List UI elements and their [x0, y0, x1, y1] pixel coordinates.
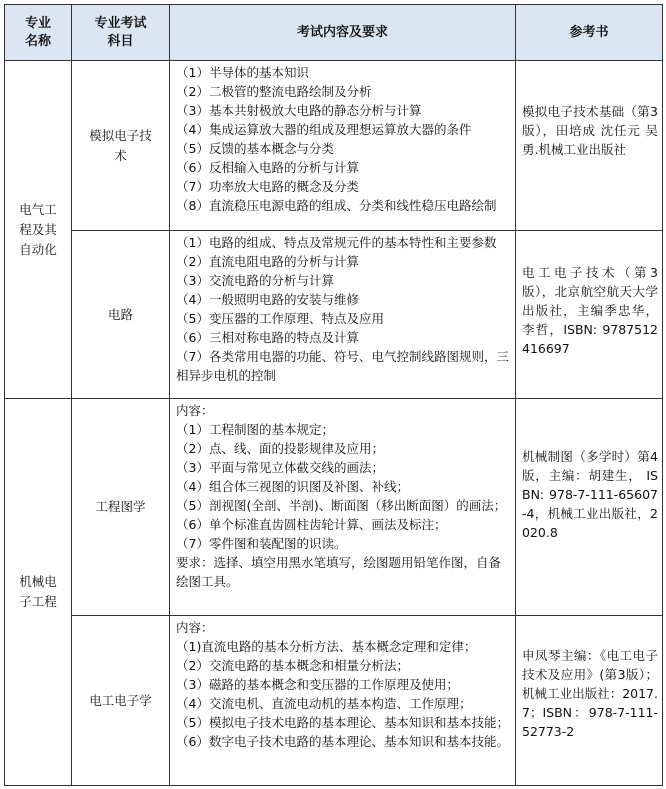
- exam-content: [170, 231, 516, 399]
- content-line: （1）工程制图的基本规定；: [176, 422, 334, 437]
- reference-book: 电工电子技术（第3版），北京航空航天大学出版社，主编季忠华，李哲，ISBN: 9787512416697: [516, 231, 663, 399]
- content-line: （7）各类常用电器的功能、符号、电气控制线路图规则，三相异步电机的控制: [176, 349, 509, 383]
- subject-name: 电工电子学: [72, 616, 170, 786]
- content-line: （7）功率放大电路的概念及分类: [176, 179, 359, 194]
- content-line: （2）交流电路的基本概念和相量分析法；: [176, 658, 409, 673]
- content-line: （3）基本共射极放大电路的静态分析与计算: [176, 103, 422, 118]
- reference-book: 模拟电子技术基础（第3版），田培成 沈任元 吴勇.机械工业出版社: [516, 61, 663, 231]
- content-line: （2）直流电阻电路的分析与计算: [176, 254, 359, 269]
- exam-content: [170, 61, 516, 231]
- header-reference: 参考书: [516, 5, 663, 61]
- content-line: （5）反馈的基本概念与分类: [176, 141, 334, 156]
- content-line: 内容：: [176, 403, 214, 418]
- content-line: （3）磁路的基本概念和变压器的工作原理及使用；: [176, 677, 459, 692]
- table-row: [5, 616, 663, 786]
- header-subject: 专业考试 科目: [72, 5, 170, 61]
- content-line: （4）交流电机、直流电动机的基本构造、工作原理；: [176, 696, 472, 711]
- header-row: [5, 5, 663, 61]
- header-major: 专业 名称: [5, 5, 72, 61]
- content-line: （5）模拟电子技术电路的基本理论、基本知识和基本技能；: [176, 715, 509, 730]
- exam-syllabus-table: [4, 4, 663, 786]
- table-row: [5, 231, 663, 399]
- content-line: （2）二极管的整流电路绘制及分析: [176, 84, 372, 99]
- table-row: [5, 399, 663, 616]
- exam-content: [170, 399, 516, 616]
- content-line: （3）交流电路的分析与计算: [176, 273, 334, 288]
- content-line: （8）直流稳压电源电路的组成、分类和线性稳压电路绘制: [176, 198, 497, 213]
- content-line: （6）三相对称电路的特点及计算: [176, 330, 359, 345]
- content-line: （7）零件图和装配图的识读。: [176, 536, 347, 551]
- content-line: （6）反相输入电路的分析与计算: [176, 160, 359, 175]
- content-line: 内容：: [176, 620, 214, 635]
- content-line: （3）平面与常见立体截交线的画法；: [176, 460, 384, 475]
- content-line: （6）数字电子技术电路的基本理论、基本知识和基本技能。: [176, 734, 509, 749]
- content-line: （4）集成运算放大器的组成及理想运算放大器的条件: [176, 122, 472, 137]
- content-line: （5）剖视图(全剖、半剖)、断面图（移出断面图）的画法；: [176, 498, 507, 513]
- major-name-electrical: 电气工 程及其 自动化: [5, 61, 72, 399]
- content-line: （4）一般照明电路的安装与维修: [176, 292, 359, 307]
- content-line: （1）电路的组成、特点及常规元件的基本特性和主要参数: [176, 235, 497, 250]
- reference-book: 机械制图（多学时）第4版，主编：胡建生， ISBN: 978-7-111-65607-4，机械工业出版社，2020.8: [516, 399, 663, 616]
- content-line: （1)直流电路的基本分析方法、基本概念定理和定律；: [176, 639, 477, 654]
- content-line: （1）半导体的基本知识: [176, 65, 309, 80]
- content-line: （4）组合体三视图的识图及补图、补线；: [176, 479, 409, 494]
- content-line: （2）点、线、面的投影规律及应用；: [176, 441, 384, 456]
- content-line: 要求：选择、填空用黑水笔填写，绘图题用铅笔作图，自备绘图工具。: [176, 555, 502, 589]
- content-line: （5）变压器的工作原理、特点及应用: [176, 311, 384, 326]
- major-name-mechatronics: 机械电 子工程: [5, 399, 72, 786]
- subject-name: 模拟电子技 术: [72, 61, 170, 231]
- subject-name: 电路: [72, 231, 170, 399]
- table-row: [5, 61, 663, 231]
- exam-content: [170, 616, 516, 786]
- content-line: （6）单个标准直齿圆柱齿轮计算、画法及标注；: [176, 517, 447, 532]
- subject-name: 工程图学: [72, 399, 170, 616]
- header-content: 考试内容及要求: [170, 5, 516, 61]
- reference-book: 申凤琴主编：《电工电子技术及应用》(第3版）；机械工业出版社：2017.7；ISBN：978-7-111-52773-2: [516, 616, 663, 786]
